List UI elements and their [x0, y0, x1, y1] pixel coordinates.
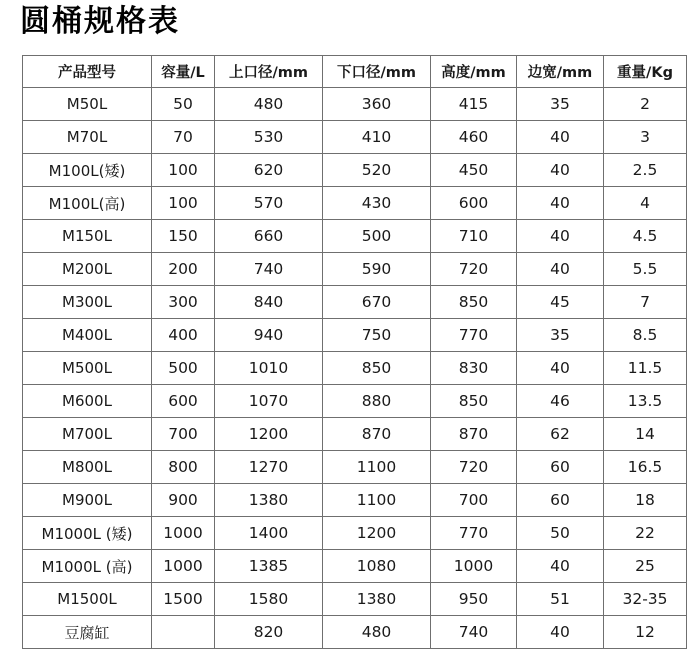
weight-cell: 22 [604, 517, 687, 550]
model-cell: M100L(矮) [23, 154, 152, 187]
rim-width-cell: 60 [517, 451, 604, 484]
height-cell: 850 [431, 286, 517, 319]
capacity-cell: 100 [152, 154, 215, 187]
weight-cell: 3 [604, 121, 687, 154]
col-header-bottom-diameter: 下口径/mm [323, 56, 431, 88]
top-diameter-cell: 820 [215, 616, 323, 649]
top-diameter-cell: 1010 [215, 352, 323, 385]
rim-width-cell: 40 [517, 616, 604, 649]
bottom-diameter-cell: 410 [323, 121, 431, 154]
height-cell: 740 [431, 616, 517, 649]
weight-cell: 11.5 [604, 352, 687, 385]
model-cell: M1500L [23, 583, 152, 616]
top-diameter-cell: 1200 [215, 418, 323, 451]
top-diameter-cell: 480 [215, 88, 323, 121]
rim-width-cell: 45 [517, 286, 604, 319]
model-cell: M50L [23, 88, 152, 121]
model-cell: 豆腐缸 [23, 616, 152, 649]
table-row [23, 286, 687, 319]
bottom-diameter-cell: 520 [323, 154, 431, 187]
capacity-cell: 900 [152, 484, 215, 517]
height-cell: 1000 [431, 550, 517, 583]
bottom-diameter-cell: 360 [323, 88, 431, 121]
bottom-diameter-cell: 430 [323, 187, 431, 220]
top-diameter-cell: 1270 [215, 451, 323, 484]
top-diameter-cell: 1385 [215, 550, 323, 583]
model-cell: M900L [23, 484, 152, 517]
top-diameter-cell: 1380 [215, 484, 323, 517]
rim-width-cell: 51 [517, 583, 604, 616]
weight-cell: 5.5 [604, 253, 687, 286]
table-row [23, 187, 687, 220]
top-diameter-cell: 570 [215, 187, 323, 220]
weight-cell: 14 [604, 418, 687, 451]
height-cell: 950 [431, 583, 517, 616]
rim-width-cell: 40 [517, 187, 604, 220]
bottom-diameter-cell: 480 [323, 616, 431, 649]
weight-cell: 32-35 [604, 583, 687, 616]
weight-cell: 2.5 [604, 154, 687, 187]
capacity-cell: 1000 [152, 550, 215, 583]
capacity-cell [152, 616, 215, 649]
col-header-weight: 重量/Kg [604, 56, 687, 88]
capacity-cell: 200 [152, 253, 215, 286]
spec-table [22, 55, 687, 649]
height-cell: 870 [431, 418, 517, 451]
rim-width-cell: 40 [517, 550, 604, 583]
height-cell: 460 [431, 121, 517, 154]
table-row [23, 352, 687, 385]
table-row [23, 385, 687, 418]
model-cell: M700L [23, 418, 152, 451]
table-row [23, 88, 687, 121]
weight-cell: 12 [604, 616, 687, 649]
model-cell: M100L(高) [23, 187, 152, 220]
table-row [23, 220, 687, 253]
top-diameter-cell: 530 [215, 121, 323, 154]
bottom-diameter-cell: 1100 [323, 451, 431, 484]
table-row [23, 550, 687, 583]
table-row [23, 616, 687, 649]
rim-width-cell: 46 [517, 385, 604, 418]
bottom-diameter-cell: 590 [323, 253, 431, 286]
height-cell: 710 [431, 220, 517, 253]
top-diameter-cell: 840 [215, 286, 323, 319]
height-cell: 600 [431, 187, 517, 220]
bottom-diameter-cell: 870 [323, 418, 431, 451]
bottom-diameter-cell: 1100 [323, 484, 431, 517]
capacity-cell: 800 [152, 451, 215, 484]
top-diameter-cell: 1070 [215, 385, 323, 418]
bottom-diameter-cell: 850 [323, 352, 431, 385]
bottom-diameter-cell: 670 [323, 286, 431, 319]
col-header-capacity: 容量/L [152, 56, 215, 88]
top-diameter-cell: 620 [215, 154, 323, 187]
capacity-cell: 1000 [152, 517, 215, 550]
rim-width-cell: 40 [517, 220, 604, 253]
table-body [23, 88, 687, 649]
rim-width-cell: 50 [517, 517, 604, 550]
height-cell: 830 [431, 352, 517, 385]
height-cell: 770 [431, 517, 517, 550]
bottom-diameter-cell: 750 [323, 319, 431, 352]
weight-cell: 16.5 [604, 451, 687, 484]
weight-cell: 18 [604, 484, 687, 517]
top-diameter-cell: 1580 [215, 583, 323, 616]
rim-width-cell: 40 [517, 121, 604, 154]
top-diameter-cell: 740 [215, 253, 323, 286]
weight-cell: 25 [604, 550, 687, 583]
col-header-height: 高度/mm [431, 56, 517, 88]
model-cell: M600L [23, 385, 152, 418]
capacity-cell: 100 [152, 187, 215, 220]
table-row [23, 154, 687, 187]
bottom-diameter-cell: 1380 [323, 583, 431, 616]
weight-cell: 7 [604, 286, 687, 319]
table-row [23, 121, 687, 154]
top-diameter-cell: 1400 [215, 517, 323, 550]
capacity-cell: 400 [152, 319, 215, 352]
model-cell: M200L [23, 253, 152, 286]
col-header-rim-width: 边宽/mm [517, 56, 604, 88]
col-header-model: 产品型号 [23, 56, 152, 88]
rim-width-cell: 40 [517, 154, 604, 187]
capacity-cell: 50 [152, 88, 215, 121]
bottom-diameter-cell: 880 [323, 385, 431, 418]
weight-cell: 4 [604, 187, 687, 220]
top-diameter-cell: 940 [215, 319, 323, 352]
height-cell: 850 [431, 385, 517, 418]
col-header-top-diameter: 上口径/mm [215, 56, 323, 88]
table-row [23, 418, 687, 451]
model-cell: M300L [23, 286, 152, 319]
weight-cell: 4.5 [604, 220, 687, 253]
model-cell: M150L [23, 220, 152, 253]
model-cell: M70L [23, 121, 152, 154]
table-row [23, 517, 687, 550]
bottom-diameter-cell: 1080 [323, 550, 431, 583]
table-row [23, 253, 687, 286]
model-cell: M400L [23, 319, 152, 352]
height-cell: 450 [431, 154, 517, 187]
page-title: 圆桶规格表 [20, 4, 180, 39]
weight-cell: 2 [604, 88, 687, 121]
rim-width-cell: 40 [517, 253, 604, 286]
table-row [23, 484, 687, 517]
rim-width-cell: 62 [517, 418, 604, 451]
weight-cell: 8.5 [604, 319, 687, 352]
rim-width-cell: 35 [517, 88, 604, 121]
capacity-cell: 500 [152, 352, 215, 385]
capacity-cell: 600 [152, 385, 215, 418]
model-cell: M500L [23, 352, 152, 385]
model-cell: M1000L (矮) [23, 517, 152, 550]
capacity-cell: 300 [152, 286, 215, 319]
weight-cell: 13.5 [604, 385, 687, 418]
height-cell: 720 [431, 253, 517, 286]
rim-width-cell: 35 [517, 319, 604, 352]
top-diameter-cell: 660 [215, 220, 323, 253]
model-cell: M1000L (高) [23, 550, 152, 583]
capacity-cell: 1500 [152, 583, 215, 616]
height-cell: 415 [431, 88, 517, 121]
model-cell: M800L [23, 451, 152, 484]
rim-width-cell: 60 [517, 484, 604, 517]
table-row [23, 583, 687, 616]
height-cell: 720 [431, 451, 517, 484]
rim-width-cell: 40 [517, 352, 604, 385]
capacity-cell: 700 [152, 418, 215, 451]
bottom-diameter-cell: 1200 [323, 517, 431, 550]
table-header-row [23, 56, 687, 88]
bottom-diameter-cell: 500 [323, 220, 431, 253]
capacity-cell: 150 [152, 220, 215, 253]
table-row [23, 319, 687, 352]
height-cell: 770 [431, 319, 517, 352]
table-row [23, 451, 687, 484]
capacity-cell: 70 [152, 121, 215, 154]
height-cell: 700 [431, 484, 517, 517]
